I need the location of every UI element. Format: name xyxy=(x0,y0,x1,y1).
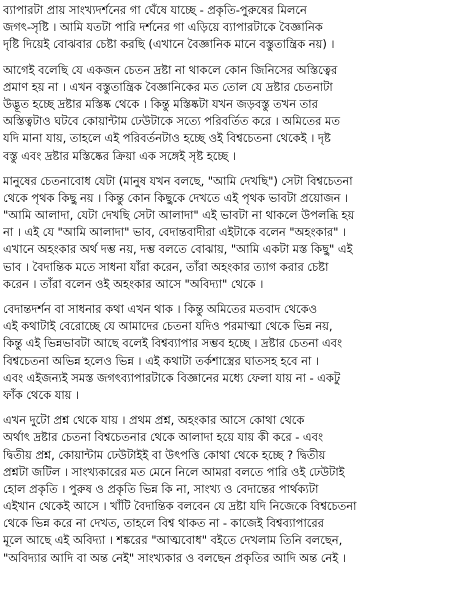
text-line: বিশ্বচেতনা অভিন্ন হলেও ভিন্ন । এই কথাটা তর্কশাস্ত্রের ঘাতসহ হবে না । xyxy=(3,353,319,368)
text-line: দ্বিতীয় প্রশ্ন, কোয়ান্টাম ঢেউটাইই বা উৎপত্তি কোথা থেকে হচ্ছে ? দ্বিতীয় xyxy=(3,447,326,462)
text-line: আগেই বলেছি যে একজন চেতন দ্রষ্টা না থাকলে কোন জিনিসের অস্তিত্বের xyxy=(3,62,338,77)
text-line: প্রমাণ হয় না । এখন বস্তুতান্ত্রিক বৈজ্ঞানিকের মত তোল যে দ্রষ্টার চেতনাটা xyxy=(3,79,333,94)
text-line: এইখান থেকেই আসে । খাঁটি বৈদান্তিক বলবেন যে দ্রষ্টা যদি নিজেকে বিশ্বচেতনা xyxy=(3,499,357,514)
text-line: মানুষের চেতনাবোধ যেটা (মানুষ যখন বলছে, "আমি দেখছি") সেটা বিশ্বচেতনা xyxy=(3,173,353,188)
text-line: অস্তিত্বটাও ঘটবে কোয়ান্টাম ঢেউটাকে সত্যে পরিবর্তিত করে । অমিতের মত xyxy=(3,114,340,129)
text-line: করেন । তাঁরা বলেন ওই অহংকার আসে "অবিদ্যা" থেকে । xyxy=(3,276,264,291)
text-line: জগৎ-সৃষ্টি । আমি যতটা পারি দর্শনের গা এড়িয়ে ব্যাপারটাকে বৈজ্ঞানিক xyxy=(3,20,323,35)
text-line: "আমি আলাদা, যেটা দেখছি সেটা আলাদা" এই ভাবটা না থাকলে উপলব্ধি হয় xyxy=(3,208,355,223)
document-page xyxy=(3,2,453,575)
paragraph-3 xyxy=(3,173,453,293)
text-line: না । এই যে "আমি আলাদা" ভাব, বেদান্তবাদীরা এইটাকে বলেন "অহংকার" । xyxy=(3,225,346,240)
text-line: যদি মানা যায়, তাহলে এই পরিবর্তনটাও হচ্ছে ওই বিশ্বচেতনা থেকেই । দৃষ্ট xyxy=(3,131,331,146)
text-line: থেকে ভিন্ন করে না দেখত, তাহলে বিশ্ব থাকত না - কাজেই বিশ্বব্যাপারের xyxy=(3,516,324,531)
text-line: দৃষ্টি দিয়েই বোঝবার চেষ্টা করছি (এখানে বৈজ্ঞানিক মানে বস্তুতান্ত্রিক নয়) । xyxy=(3,37,335,52)
text-line: কিন্তু এই ভিন্নভাবটা আছে বলেই বিশ্বব্যাপার সম্ভব হচ্ছে । দ্রষ্টার চেতনা এবং xyxy=(3,336,343,351)
text-line: উদ্ভূত হচ্ছে দ্রষ্টার মস্তিষ্ক থেকে । কিন্তু মস্তিষ্কটা যখন জড়বস্তু তখন তার xyxy=(3,96,318,111)
text-line: প্রশ্নটা জটিল । সাংখ্যকারের মত মেনে নিলে আমরা বলতে পারি ওই ঢেউটাই xyxy=(3,464,345,479)
text-line: থেকে পৃথক কিছু নয় । কিন্তু কোন কিছুকে দেখতে এই পৃথক ভাবটা প্রয়োজন । xyxy=(3,190,349,205)
paragraph-5 xyxy=(3,412,453,567)
text-line: এখন দুটো প্রশ্ন থেকে যায় । প্রথম প্রশ্ন, অহংকার আসে কোথা থেকে xyxy=(3,413,305,428)
text-line: ব্যাপারটা প্রায় সাংখ্যদর্শনের গা ঘেঁষে যাচ্ছে - প্রকৃতি-পুরুষের মিলনে xyxy=(3,3,307,17)
paragraph-4 xyxy=(3,301,453,404)
paragraph-1 xyxy=(3,2,453,54)
paragraph-2 xyxy=(3,62,453,165)
text-line: "অবিদ্যার আদি বা অন্ত নেই" সাংখ্যকার ও বলছেন প্রকৃতির আদি অন্ত নেই । xyxy=(3,550,346,565)
text-line: বস্তু এবং দ্রষ্টার মস্তিষ্কের ক্রিয়া এক সঙ্গেই সৃষ্ট হচ্ছে । xyxy=(3,148,236,163)
text-line: মূলে আছে এই অবিদ্যা । শঙ্করের "আত্মবোধ" বইতে দেখলাম তিনি বলছেন, xyxy=(3,533,343,548)
text-line: এই কথাটাই বেরোচ্ছে যে আমাদের চেতনা যদিও পরমাত্মা থেকে ভিন্ন নয়, xyxy=(3,319,333,334)
text-line: অর্থাৎ দ্রষ্টার চেতনা বিশ্বচেতনার থেকে আলাদা হয়ে যায় কী করে - এবং xyxy=(3,430,323,445)
text-line: হোল প্রকৃতি । পুরুষ ও প্রকৃতি ভিন্ন কি না, সাংখ্য ও বেদান্তের পার্থক্যটা xyxy=(3,481,319,496)
text-line: এবং এইজন্যই সমস্ত জগৎব্যাপারটাকে বিজ্ঞানের মধ্যে ফেলা যায় না - একটু xyxy=(3,370,341,385)
text-line: এখানে অহংকার অর্থ দম্ভ নয়, দম্ভ বলতে বোঝায়, "আমি একটা মস্ত কিছু" এই xyxy=(3,242,353,257)
text-line: ফাঁক থেকে যায় । xyxy=(3,387,80,402)
text-line: ভাব । বৈদান্তিক মতে সাধনা যাঁরা করেন, তাঁরা অহংকার ত্যাগ করার চেষ্টা xyxy=(3,259,329,274)
text-line: বেদান্তদর্শন বা সাধনার কথা এখন থাক । কিন্তু অমিতের মতবাদ থেকেও xyxy=(3,302,318,316)
